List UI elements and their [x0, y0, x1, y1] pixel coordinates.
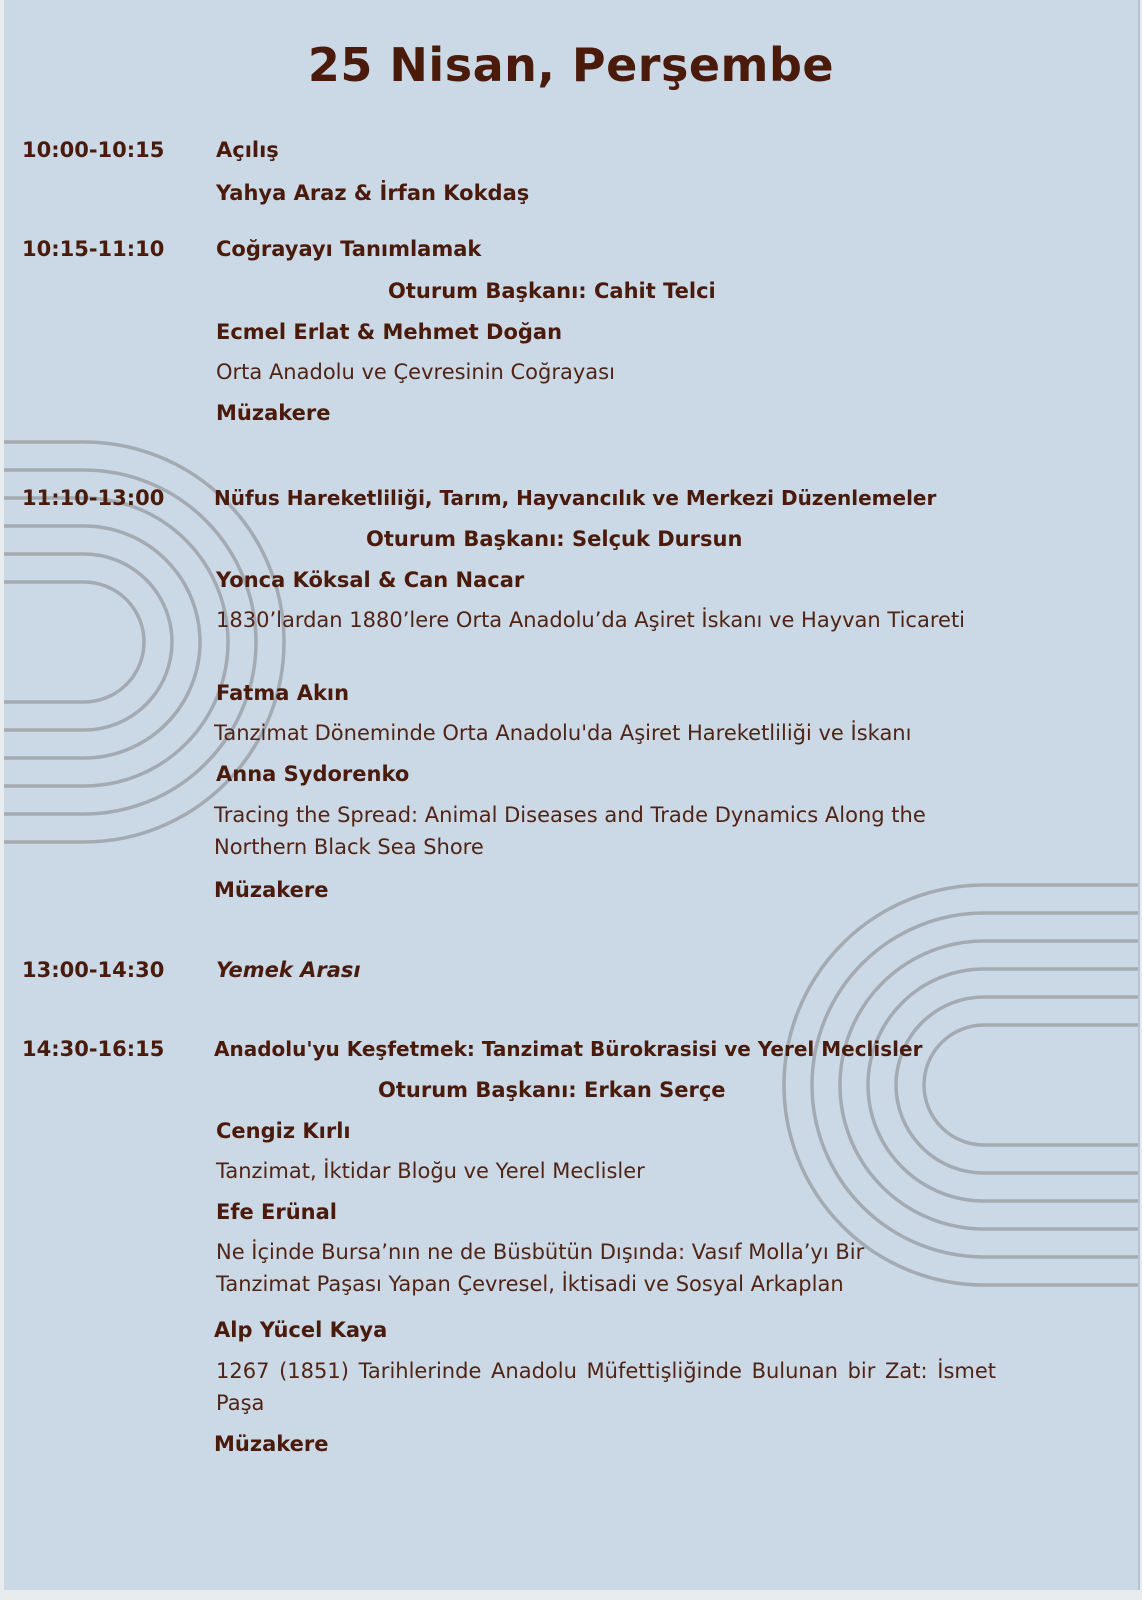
decorative-arcs: [4, 0, 1138, 1590]
discussion-label: Müzakere: [216, 401, 331, 425]
speaker-name: Fatma Akın: [216, 681, 350, 705]
speaker-name: Cengiz Kırlı: [216, 1119, 351, 1143]
speaker-name: Yahya Araz & İrfan Kokdaş: [216, 181, 530, 205]
talk-title: Tracing the Spread: Animal Diseases and Trade Dynamics Along the Northern Black Sea Shore: [214, 803, 926, 859]
session-time: 11:10-13:00: [22, 486, 165, 510]
speaker-name: Ecmel Erlat & Mehmet Doğan: [216, 320, 563, 344]
session-chair: Oturum Başkanı: Erkan Serçe: [378, 1078, 726, 1102]
break-label: Yemek Arası: [216, 958, 361, 982]
speaker-name: Efe Erünal: [216, 1200, 338, 1224]
discussion-label: Müzakere: [214, 1432, 329, 1456]
speaker-name: Anna Sydorenko: [216, 762, 410, 786]
session-time: 10:00-10:15: [22, 138, 165, 162]
session-time: 10:15-11:10: [22, 237, 165, 261]
talk-title: Tanzimat Döneminde Orta Anadolu'da Aşiret Hareketliliği ve İskanı: [214, 721, 912, 745]
session-title: Coğrayayı Tanımlamak: [216, 237, 482, 261]
talk-title: Tanzimat, İktidar Bloğu ve Yerel Meclisler: [216, 1159, 645, 1183]
session-chair: Oturum Başkanı: Selçuk Dursun: [366, 527, 743, 551]
session-title: Açılış: [216, 138, 279, 162]
talk-title: 1267 (1851) Tarihlerinde Anadolu Müfettişliğinde Bulunan bir Zat: İsmet Paşa: [216, 1359, 996, 1415]
session-title: Anadolu'yu Keşfetmek: Tanzimat Bürokrasisi ve Yerel Meclisler: [214, 1037, 923, 1061]
talk-title: 1830’lardan 1880’lere Orta Anadolu’da Aşiret İskanı ve Hayvan Ticareti: [216, 608, 966, 632]
speaker-name: Yonca Köksal & Can Nacar: [216, 568, 525, 592]
talk-title: Orta Anadolu ve Çevresinin Coğrayası: [216, 360, 615, 384]
page-title: 25 Nisan, Perşembe: [307, 38, 835, 92]
session-chair: Oturum Başkanı: Cahit Telci: [388, 279, 716, 303]
session-time: 13:00-14:30: [22, 958, 165, 982]
program-page: [4, 0, 1140, 1590]
talk-title: Ne İçinde Bursa’nın ne de Büsbütün Dışında: Vasıf Molla’yı Bir Tanzimat Paşası Yapan Çevresel, İktisadi ve Sosyal Arkaplan: [216, 1240, 865, 1296]
speaker-name: Alp Yücel Kaya: [214, 1318, 388, 1342]
session-title: Nüfus Hareketliliği, Tarım, Hayvancılık ve Merkezi Düzenlemeler: [214, 486, 937, 510]
session-time: 14:30-16:15: [22, 1037, 165, 1061]
discussion-label: Müzakere: [214, 878, 329, 902]
